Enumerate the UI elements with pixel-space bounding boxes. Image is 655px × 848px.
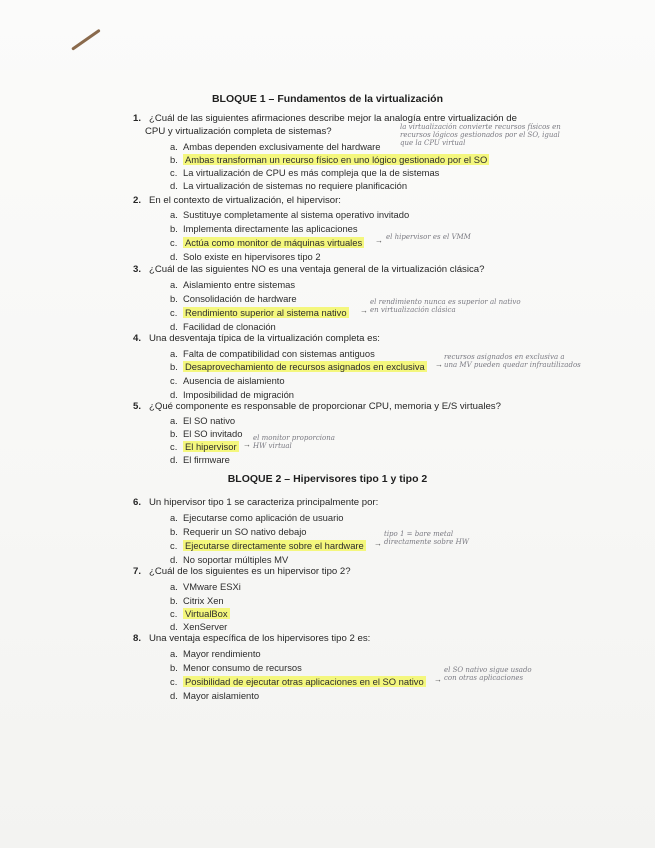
question-2: 2. En el contexto de virtualización, el hipervisor: <box>133 195 341 206</box>
pen-mark <box>71 29 101 51</box>
option: a. Mayor rendimiento <box>170 648 261 659</box>
handwritten-note: el rendimiento nunca es superior al nativo en virtualización clásica <box>370 298 521 314</box>
option: a. VMware ESXi <box>170 581 241 592</box>
option: d. No soportar múltiples MV <box>170 554 289 565</box>
question-5: 5. ¿Qué componente es responsable de proporcionar CPU, memoria y E/S virtuales? <box>133 401 501 412</box>
option: a. El SO nativo <box>170 415 236 426</box>
option-highlighted: b. Desaprovechamiento de recursos asignados en exclusiva <box>170 361 425 372</box>
option: a. Ejecutarse como aplicación de usuario <box>170 512 344 523</box>
option: a. Sustituye completamente al sistema operativo invitado <box>170 209 410 220</box>
option: d. Imposibilidad de migración <box>170 389 294 400</box>
option-highlighted: c. Rendimiento superior al sistema nativo <box>170 307 347 318</box>
arrow-icon: → <box>434 675 442 684</box>
question-text: ¿Cuál de las siguientes afirmaciones describe mejor la analogía entre virtualización de <box>149 113 517 124</box>
option: d. XenServer <box>170 621 228 632</box>
handwritten-note: tipo 1 = bare metal directamente sobre HW <box>384 530 469 546</box>
question-3: 3. ¿Cuál de las siguientes NO es una ventaja general de la virtualización clásica? <box>133 264 485 275</box>
option: c. Ausencia de aislamiento <box>170 375 285 386</box>
arrow-icon: → <box>360 306 368 315</box>
option: d. Facilidad de clonación <box>170 321 276 332</box>
option-highlighted: b. Ambas transforman un recurso físico en uno lógico gestionado por el SO <box>170 154 488 165</box>
handwritten-note: recursos asignados en exclusiva a una MV pueden quedar infrautilizados <box>444 353 581 369</box>
question-7: 7. ¿Cuál de los siguientes es un hipervisor tipo 2? <box>133 566 351 577</box>
question-8: 8. Una ventaja específica de los hipervisores tipo 2 es: <box>133 633 371 644</box>
arrow-icon: → <box>375 236 383 245</box>
handwritten-note: el hipervisor es el VMM <box>386 233 471 241</box>
question-6: 6. Un hipervisor tipo 1 se caracteriza principalmente por: <box>133 497 379 508</box>
question-4: 4. Una desventaja típica de la virtualización completa es: <box>133 333 380 344</box>
question-number: 1. <box>133 113 142 124</box>
option: b. Citrix Xen <box>170 595 224 606</box>
handwritten-note: el monitor proporciona HW virtual <box>253 434 335 450</box>
handwritten-note: la virtualización convierte recursos físicos en recursos lógicos gestionados por el SO, igual que la CPU virtual <box>400 123 561 147</box>
option: d. La virtualización de sistemas no requiere planificación <box>170 180 408 191</box>
option: d. El firmware <box>170 454 230 465</box>
option-highlighted: c. El hipervisor <box>170 441 237 452</box>
option: d. Solo existe en hipervisores tipo 2 <box>170 251 321 262</box>
option: a. Ambas dependen exclusivamente del hardware <box>170 141 381 152</box>
arrow-icon: → <box>243 440 251 449</box>
option: b. Consolidación de hardware <box>170 293 297 304</box>
option: d. Mayor aislamiento <box>170 690 260 701</box>
option-highlighted: c. Ejecutarse directamente sobre el hardware <box>170 540 364 551</box>
block-2-title: BLOQUE 2 – Hipervisores tipo 1 y tipo 2 <box>227 473 428 485</box>
option: b. Menor consumo de recursos <box>170 662 302 673</box>
option-highlighted: c. VirtualBox <box>170 608 228 619</box>
arrow-icon: → <box>435 360 443 369</box>
option: c. La virtualización de CPU es más compleja que la de sistemas <box>170 167 440 178</box>
arrow-icon: → <box>374 539 382 548</box>
option: b. Requerir un SO nativo debajo <box>170 526 307 537</box>
option-highlighted: c. Posibilidad de ejecutar otras aplicaciones en el SO nativo <box>170 676 424 687</box>
block-1-title: BLOQUE 1 – Fundamentos de la virtualización <box>211 93 444 105</box>
handwritten-note: el SO nativo sigue usado con otras aplicaciones <box>444 666 532 682</box>
question-1-continued: CPU y virtualización completa de sistemas? <box>145 126 332 137</box>
option: a. Aislamiento entre sistemas <box>170 279 296 290</box>
option: a. Falta de compatibilidad con sistemas antiguos <box>170 348 375 359</box>
option: b. Implementa directamente las aplicaciones <box>170 223 358 234</box>
option-highlighted: c. Actúa como monitor de máquinas virtuales <box>170 237 363 248</box>
option: b. El SO invitado <box>170 428 243 439</box>
